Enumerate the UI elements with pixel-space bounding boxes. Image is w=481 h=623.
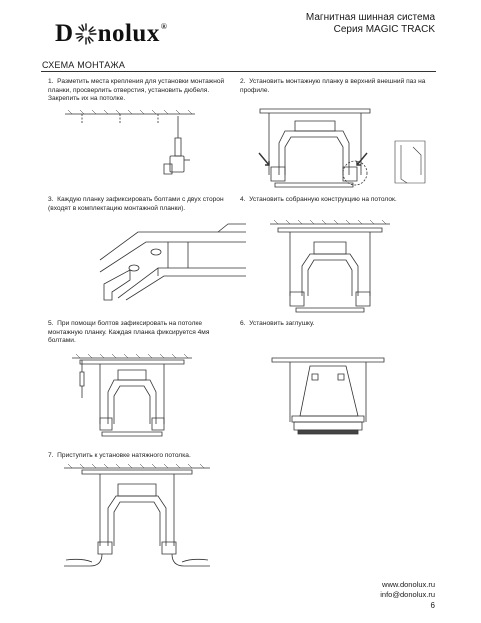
step-number: 5. <box>48 320 54 327</box>
figure-step-2 <box>255 103 430 195</box>
header-series: Серия MAGIC TRACK <box>333 24 435 35</box>
figure-step-1 <box>60 108 200 188</box>
figure-step-4 <box>268 218 393 318</box>
figure-step-7 <box>62 462 212 572</box>
figure-step-3 <box>98 220 248 302</box>
email-link[interactable]: info@donolux.ru <box>380 590 435 599</box>
step-text: Разметить места крепления для установки монтажной планки, просверлить отверстия, установить дюбеля. Закрепить их на потолке. <box>48 78 225 103</box>
step-number: 6. <box>240 320 246 327</box>
figure-step-6 <box>270 352 388 442</box>
logo-text-d: D <box>55 20 74 47</box>
logo-text-nolux: nolux <box>97 20 160 47</box>
website-link[interactable]: www.donolux.ru <box>382 580 435 589</box>
step-7 <box>48 452 268 461</box>
section-title: СХЕМА МОНТАЖА <box>42 60 126 70</box>
step-text: Установить собранную конструкцию на потолок. <box>249 196 397 203</box>
step-text: При помощи болтов зафиксировать на потолке монтажную планку. Каждая планка фиксируется 4мя болтами. <box>48 320 210 345</box>
header-title: Магнитная шинная система <box>305 12 435 23</box>
document-header <box>306 12 435 36</box>
logo-registered-mark: ® <box>160 21 168 31</box>
step-text: Установить заглушку. <box>249 320 315 327</box>
step-1 <box>48 78 236 104</box>
step-3 <box>48 196 228 213</box>
step-number: 7. <box>48 452 54 459</box>
brand-logo <box>55 20 167 48</box>
step-number: 2. <box>240 78 246 85</box>
page-number: 6 <box>430 601 435 610</box>
step-2 <box>240 78 440 95</box>
sun-icon <box>75 23 97 45</box>
step-number: 4. <box>240 196 246 203</box>
header-divider <box>41 71 436 72</box>
step-5 <box>48 320 228 346</box>
step-4 <box>240 196 440 205</box>
step-text: Приступить к установке натяжного потолка. <box>57 452 191 459</box>
step-number: 1. <box>48 78 54 85</box>
contact-info <box>380 580 435 600</box>
step-text: Установить монтажную планку в верхний внешний паз на профиле. <box>240 78 426 94</box>
step-number: 3. <box>48 196 54 203</box>
step-6 <box>240 320 440 329</box>
figure-step-5 <box>70 352 195 442</box>
step-text: Каждую планку зафиксировать болтами с двух сторон (входят в комплектацию монтажной планки). <box>48 196 224 212</box>
